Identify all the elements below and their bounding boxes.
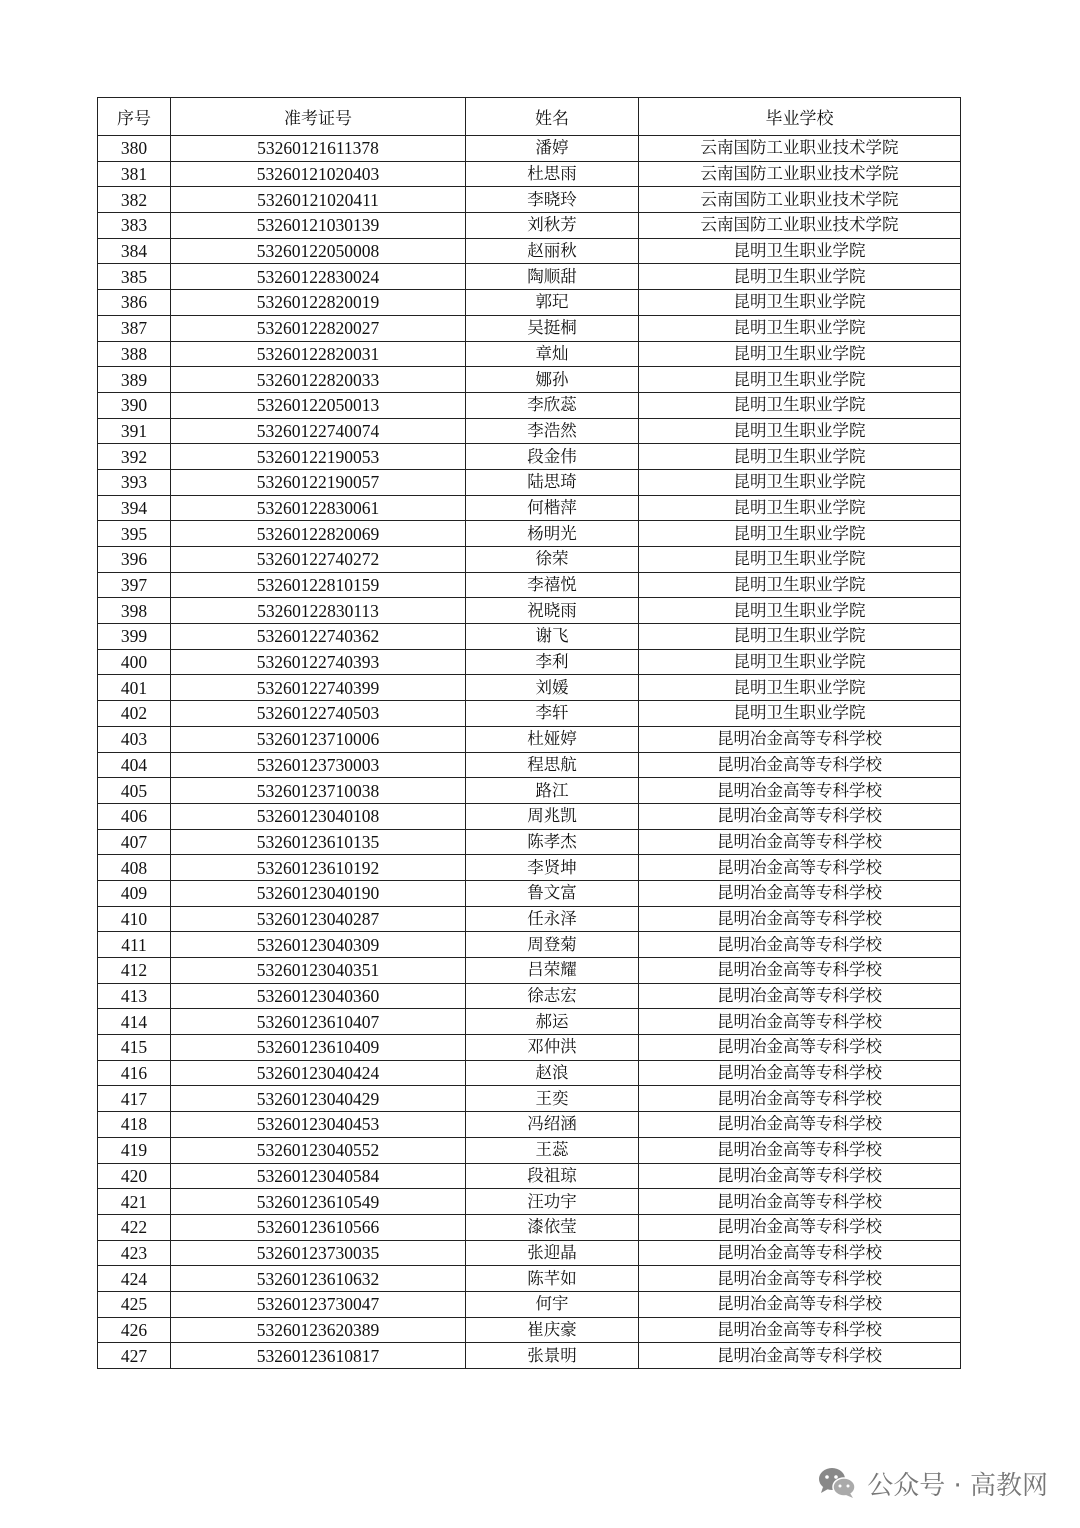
cell-school: 昆明冶金高等专科学校 [639, 932, 961, 958]
cell-school: 昆明卫生职业学院 [639, 495, 961, 521]
table-row [98, 1137, 961, 1163]
cell-exam-id: 53260123040453 [171, 1112, 466, 1138]
cell-school: 昆明冶金高等专科学校 [639, 1060, 961, 1086]
cell-seq: 407 [98, 829, 171, 855]
cell-name: 娜孙 [466, 367, 639, 393]
cell-school: 昆明冶金高等专科学校 [639, 1240, 961, 1266]
cell-exam-id: 53260123610549 [171, 1189, 466, 1215]
cell-exam-id: 53260123040108 [171, 803, 466, 829]
cell-exam-id: 53260123040309 [171, 932, 466, 958]
cell-school: 昆明冶金高等专科学校 [639, 752, 961, 778]
table-row [98, 572, 961, 598]
cell-name: 程思航 [466, 752, 639, 778]
cell-name: 李禧悦 [466, 572, 639, 598]
cell-name: 李欣蕊 [466, 392, 639, 418]
cell-school: 云南国防工业职业技术学院 [639, 213, 961, 239]
cell-seq: 383 [98, 213, 171, 239]
cell-seq: 417 [98, 1086, 171, 1112]
cell-name: 杨明光 [466, 521, 639, 547]
cell-school: 昆明冶金高等专科学校 [639, 1086, 961, 1112]
cell-name: 冯绍涵 [466, 1112, 639, 1138]
table-row [98, 521, 961, 547]
cell-seq: 422 [98, 1214, 171, 1240]
table-row [98, 701, 961, 727]
cell-seq: 380 [98, 136, 171, 162]
header-name: 姓名 [466, 98, 639, 136]
table-row [98, 1086, 961, 1112]
cell-name: 章灿 [466, 341, 639, 367]
table-row [98, 1266, 961, 1292]
cell-seq: 402 [98, 701, 171, 727]
table-row [98, 803, 961, 829]
cell-seq: 385 [98, 264, 171, 290]
cell-exam-id: 53260123610817 [171, 1343, 466, 1369]
table-row [98, 983, 961, 1009]
cell-exam-id: 53260123610566 [171, 1214, 466, 1240]
cell-seq: 398 [98, 598, 171, 624]
cell-exam-id: 53260122740272 [171, 547, 466, 573]
cell-name: 郝运 [466, 1009, 639, 1035]
cell-seq: 406 [98, 803, 171, 829]
cell-school: 云南国防工业职业技术学院 [639, 161, 961, 187]
cell-name: 陈芊如 [466, 1266, 639, 1292]
table-row [98, 1291, 961, 1317]
cell-name: 何楷萍 [466, 495, 639, 521]
cell-exam-id: 53260123610135 [171, 829, 466, 855]
table-row [98, 932, 961, 958]
cell-name: 王蕊 [466, 1137, 639, 1163]
cell-exam-id: 53260122820033 [171, 367, 466, 393]
cell-name: 汪功宇 [466, 1189, 639, 1215]
cell-name: 路江 [466, 778, 639, 804]
table-row [98, 675, 961, 701]
cell-school: 昆明冶金高等专科学校 [639, 1189, 961, 1215]
cell-seq: 384 [98, 238, 171, 264]
cell-exam-id: 53260122050008 [171, 238, 466, 264]
cell-exam-id: 53260122820019 [171, 290, 466, 316]
cell-seq: 388 [98, 341, 171, 367]
cell-name: 陆思琦 [466, 469, 639, 495]
cell-seq: 408 [98, 855, 171, 881]
header-seq: 序号 [98, 98, 171, 136]
cell-name: 刘秋芳 [466, 213, 639, 239]
cell-name: 漆依莹 [466, 1214, 639, 1240]
cell-school: 昆明冶金高等专科学校 [639, 1266, 961, 1292]
cell-school: 昆明卫生职业学院 [639, 341, 961, 367]
table-row [98, 1009, 961, 1035]
cell-school: 昆明卫生职业学院 [639, 392, 961, 418]
cell-seq: 401 [98, 675, 171, 701]
cell-seq: 387 [98, 315, 171, 341]
cell-seq: 391 [98, 418, 171, 444]
cell-exam-id: 53260123040429 [171, 1086, 466, 1112]
cell-exam-id: 53260123610409 [171, 1035, 466, 1061]
table-row [98, 906, 961, 932]
cell-seq: 421 [98, 1189, 171, 1215]
cell-seq: 389 [98, 367, 171, 393]
cell-name: 崔庆豪 [466, 1317, 639, 1343]
cell-school: 昆明冶金高等专科学校 [639, 829, 961, 855]
table-row [98, 444, 961, 470]
cell-exam-id: 53260123040351 [171, 958, 466, 984]
cell-school: 昆明冶金高等专科学校 [639, 1137, 961, 1163]
cell-school: 昆明冶金高等专科学校 [639, 1163, 961, 1189]
cell-seq: 425 [98, 1291, 171, 1317]
cell-school: 昆明卫生职业学院 [639, 238, 961, 264]
cell-school: 昆明冶金高等专科学校 [639, 1214, 961, 1240]
cell-name: 李晓玲 [466, 187, 639, 213]
table-row [98, 958, 961, 984]
table-row [98, 469, 961, 495]
cell-seq: 395 [98, 521, 171, 547]
table-row [98, 392, 961, 418]
cell-exam-id: 53260123040552 [171, 1137, 466, 1163]
cell-exam-id: 53260122740362 [171, 624, 466, 650]
cell-name: 祝晓雨 [466, 598, 639, 624]
cell-exam-id: 53260122820069 [171, 521, 466, 547]
cell-seq: 393 [98, 469, 171, 495]
cell-seq: 424 [98, 1266, 171, 1292]
table-row [98, 547, 961, 573]
cell-seq: 409 [98, 880, 171, 906]
table-header [98, 98, 961, 136]
cell-name: 邓仲洪 [466, 1035, 639, 1061]
cell-seq: 427 [98, 1343, 171, 1369]
cell-school: 昆明冶金高等专科学校 [639, 983, 961, 1009]
cell-exam-id: 53260123610407 [171, 1009, 466, 1035]
cell-school: 昆明卫生职业学院 [639, 264, 961, 290]
cell-seq: 420 [98, 1163, 171, 1189]
table-row [98, 624, 961, 650]
cell-exam-id: 53260122740393 [171, 649, 466, 675]
header-school: 毕业学校 [639, 98, 961, 136]
cell-name: 段祖琼 [466, 1163, 639, 1189]
cell-name: 李轩 [466, 701, 639, 727]
cell-exam-id: 53260123620389 [171, 1317, 466, 1343]
cell-name: 潘婷 [466, 136, 639, 162]
cell-exam-id: 53260122830024 [171, 264, 466, 290]
cell-exam-id: 53260123710038 [171, 778, 466, 804]
table-row [98, 161, 961, 187]
cell-school: 昆明卫生职业学院 [639, 469, 961, 495]
cell-seq: 414 [98, 1009, 171, 1035]
cell-name: 赵浪 [466, 1060, 639, 1086]
table-row [98, 315, 961, 341]
cell-name: 徐荣 [466, 547, 639, 573]
cell-exam-id: 53260123610632 [171, 1266, 466, 1292]
cell-school: 昆明冶金高等专科学校 [639, 1035, 961, 1061]
cell-exam-id: 53260122820031 [171, 341, 466, 367]
cell-name: 鲁文富 [466, 880, 639, 906]
cell-seq: 413 [98, 983, 171, 1009]
cell-name: 杜思雨 [466, 161, 639, 187]
table-row [98, 367, 961, 393]
cell-exam-id: 53260122740399 [171, 675, 466, 701]
cell-name: 李贤坤 [466, 855, 639, 881]
cell-seq: 404 [98, 752, 171, 778]
watermark-text: 公众号 · 高教网 [867, 1470, 1048, 1501]
cell-name: 张迎晶 [466, 1240, 639, 1266]
cell-name: 赵丽秋 [466, 238, 639, 264]
cell-seq: 392 [98, 444, 171, 470]
table-row [98, 238, 961, 264]
cell-school: 昆明冶金高等专科学校 [639, 1343, 961, 1369]
table-body [98, 136, 961, 1369]
cell-name: 吕荣耀 [466, 958, 639, 984]
cell-name: 徐志宏 [466, 983, 639, 1009]
cell-school: 昆明冶金高等专科学校 [639, 1009, 961, 1035]
cell-school: 昆明冶金高等专科学校 [639, 855, 961, 881]
cell-name: 谢飞 [466, 624, 639, 650]
cell-name: 王奕 [466, 1086, 639, 1112]
table-row [98, 778, 961, 804]
cell-exam-id: 53260122830061 [171, 495, 466, 521]
table-row [98, 752, 961, 778]
table-row [98, 880, 961, 906]
cell-school: 昆明卫生职业学院 [639, 521, 961, 547]
cell-exam-id: 53260122050013 [171, 392, 466, 418]
cell-seq: 410 [98, 906, 171, 932]
cell-name: 吴挺桐 [466, 315, 639, 341]
cell-exam-id: 53260123040190 [171, 880, 466, 906]
cell-name: 任永泽 [466, 906, 639, 932]
table-row [98, 136, 961, 162]
cell-school: 云南国防工业职业技术学院 [639, 187, 961, 213]
cell-name: 何宇 [466, 1291, 639, 1317]
cell-exam-id: 53260123610192 [171, 855, 466, 881]
cell-seq: 381 [98, 161, 171, 187]
table-row [98, 264, 961, 290]
cell-name: 段金伟 [466, 444, 639, 470]
table-row [98, 1060, 961, 1086]
cell-exam-id: 53260122810159 [171, 572, 466, 598]
cell-exam-id: 53260122190057 [171, 469, 466, 495]
cell-exam-id: 53260123730003 [171, 752, 466, 778]
cell-seq: 415 [98, 1035, 171, 1061]
cell-seq: 416 [98, 1060, 171, 1086]
cell-seq: 396 [98, 547, 171, 573]
cell-name: 周兆凯 [466, 803, 639, 829]
cell-exam-id: 53260122740503 [171, 701, 466, 727]
cell-name: 周登菊 [466, 932, 639, 958]
cell-seq: 397 [98, 572, 171, 598]
table-row [98, 598, 961, 624]
cell-exam-id: 53260123730047 [171, 1291, 466, 1317]
cell-exam-id: 53260121020411 [171, 187, 466, 213]
cell-school: 昆明卫生职业学院 [639, 649, 961, 675]
table-row [98, 495, 961, 521]
wechat-icon [817, 1466, 857, 1500]
cell-exam-id: 53260122820027 [171, 315, 466, 341]
table-row [98, 649, 961, 675]
cell-name: 刘媛 [466, 675, 639, 701]
cell-school: 昆明冶金高等专科学校 [639, 803, 961, 829]
table-row [98, 1112, 961, 1138]
cell-school: 昆明卫生职业学院 [639, 367, 961, 393]
cell-school: 昆明卫生职业学院 [639, 675, 961, 701]
cell-school: 昆明卫生职业学院 [639, 444, 961, 470]
cell-seq: 419 [98, 1137, 171, 1163]
watermark [817, 1462, 1048, 1504]
cell-name: 张景明 [466, 1343, 639, 1369]
cell-school: 云南国防工业职业技术学院 [639, 136, 961, 162]
cell-seq: 426 [98, 1317, 171, 1343]
cell-exam-id: 53260123040584 [171, 1163, 466, 1189]
header-row [98, 98, 961, 136]
cell-exam-id: 53260122830113 [171, 598, 466, 624]
cell-school: 昆明冶金高等专科学校 [639, 880, 961, 906]
table-row [98, 341, 961, 367]
table-row [98, 1163, 961, 1189]
cell-seq: 412 [98, 958, 171, 984]
cell-name: 李浩然 [466, 418, 639, 444]
table-row [98, 1343, 961, 1369]
cell-exam-id: 53260121030139 [171, 213, 466, 239]
cell-seq: 386 [98, 290, 171, 316]
table-row [98, 1317, 961, 1343]
cell-seq: 418 [98, 1112, 171, 1138]
cell-seq: 394 [98, 495, 171, 521]
table-row [98, 290, 961, 316]
table-row [98, 418, 961, 444]
cell-school: 昆明卫生职业学院 [639, 418, 961, 444]
cell-seq: 400 [98, 649, 171, 675]
table-row [98, 213, 961, 239]
cell-exam-id: 53260123040360 [171, 983, 466, 1009]
cell-exam-id: 53260122190053 [171, 444, 466, 470]
cell-school: 昆明冶金高等专科学校 [639, 1112, 961, 1138]
cell-name: 陈孝杰 [466, 829, 639, 855]
cell-seq: 390 [98, 392, 171, 418]
cell-school: 昆明冶金高等专科学校 [639, 1317, 961, 1343]
cell-seq: 411 [98, 932, 171, 958]
cell-seq: 399 [98, 624, 171, 650]
cell-exam-id: 53260123710006 [171, 726, 466, 752]
cell-name: 李利 [466, 649, 639, 675]
cell-school: 昆明冶金高等专科学校 [639, 726, 961, 752]
table-row [98, 726, 961, 752]
cell-exam-id: 53260121611378 [171, 136, 466, 162]
cell-school: 昆明冶金高等专科学校 [639, 906, 961, 932]
cell-exam-id: 53260122740074 [171, 418, 466, 444]
table-row [98, 855, 961, 881]
cell-seq: 423 [98, 1240, 171, 1266]
cell-exam-id: 53260123040424 [171, 1060, 466, 1086]
cell-seq: 382 [98, 187, 171, 213]
cell-school: 昆明冶金高等专科学校 [639, 1291, 961, 1317]
cell-seq: 403 [98, 726, 171, 752]
cell-name: 陶顺甜 [466, 264, 639, 290]
table-row [98, 1189, 961, 1215]
admission-list-table [97, 97, 961, 1369]
cell-school: 昆明卫生职业学院 [639, 290, 961, 316]
cell-name: 杜娅婷 [466, 726, 639, 752]
table-row [98, 1240, 961, 1266]
cell-school: 昆明卫生职业学院 [639, 701, 961, 727]
cell-school: 昆明卫生职业学院 [639, 598, 961, 624]
cell-exam-id: 53260123040287 [171, 906, 466, 932]
cell-school: 昆明冶金高等专科学校 [639, 958, 961, 984]
cell-school: 昆明冶金高等专科学校 [639, 778, 961, 804]
table-row [98, 187, 961, 213]
cell-exam-id: 53260123730035 [171, 1240, 466, 1266]
header-exam-id: 准考证号 [171, 98, 466, 136]
cell-exam-id: 53260121020403 [171, 161, 466, 187]
table-row [98, 1035, 961, 1061]
table-row [98, 1214, 961, 1240]
cell-school: 昆明卫生职业学院 [639, 315, 961, 341]
table-row [98, 829, 961, 855]
cell-school: 昆明卫生职业学院 [639, 572, 961, 598]
cell-school: 昆明卫生职业学院 [639, 624, 961, 650]
cell-name: 郭玘 [466, 290, 639, 316]
cell-school: 昆明卫生职业学院 [639, 547, 961, 573]
cell-seq: 405 [98, 778, 171, 804]
